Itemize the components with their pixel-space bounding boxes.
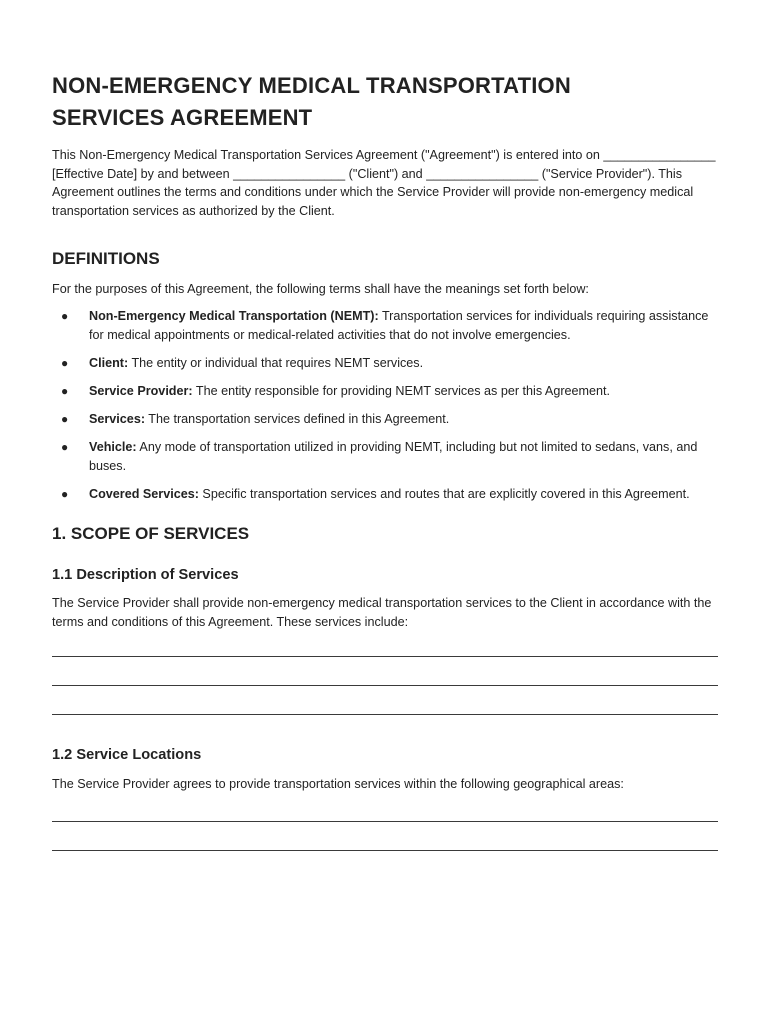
fill-in-line[interactable]	[52, 820, 718, 822]
fill-in-line[interactable]	[52, 684, 718, 686]
document-title	[52, 70, 718, 134]
bullet-icon: ●	[61, 439, 69, 454]
bullet-icon: ●	[61, 308, 69, 323]
section-1-1-heading: 1.1 Description of Services	[52, 567, 239, 584]
definition-text: The transportation services defined in this Agreement.	[145, 411, 450, 426]
definitions-heading: DEFINITIONS	[52, 249, 160, 269]
definition-term: Client:	[89, 355, 129, 370]
list-item	[52, 307, 718, 344]
list-item	[52, 382, 718, 401]
definition-term: Vehicle:	[89, 439, 137, 454]
definition-text: The entity or individual that requires NEMT services.	[128, 355, 424, 370]
definitions-lead: For the purposes of this Agreement, the following terms shall have the meanings set forth below:	[52, 282, 589, 297]
section-1-1-text: The Service Provider shall provide non-emergency medical transportation services to the Client in accordance with the terms and conditions of this Agreement. These services include:	[52, 596, 712, 629]
list-item	[52, 438, 718, 475]
bullet-icon: ●	[61, 355, 69, 370]
section-1-2-text: The Service Provider agrees to provide transportation services within the following geographical areas:	[52, 777, 624, 792]
definition-text: Specific transportation services and routes that are explicitly covered in this Agreement.	[198, 486, 690, 501]
fill-in-line[interactable]	[52, 655, 718, 657]
bullet-icon: ●	[61, 411, 69, 426]
title-line-1: NON-EMERGENCY MEDICAL TRANSPORTATION	[52, 73, 571, 98]
definitions-list	[52, 307, 718, 503]
definition-term: Services:	[89, 411, 146, 426]
definition-term: Covered Services:	[89, 486, 199, 501]
section-1-heading: 1. SCOPE OF SERVICES	[52, 524, 250, 544]
fill-in-line[interactable]	[52, 713, 718, 715]
section-1-2-heading: 1.2 Service Locations	[52, 747, 202, 764]
list-item	[52, 410, 718, 429]
definition-text: Any mode of transportation utilized in providing NEMT, including but not limited to sedans, vans, and buses.	[89, 439, 698, 473]
description-fill-lines	[52, 655, 718, 715]
bullet-icon: ●	[61, 486, 69, 501]
definition-text: The entity responsible for providing NEMT services as per this Agreement.	[192, 383, 611, 398]
title-line-2: SERVICES AGREEMENT	[52, 105, 313, 130]
fill-in-line[interactable]	[52, 849, 718, 851]
list-item	[52, 354, 718, 373]
list-item	[52, 485, 718, 504]
intro-paragraph: This Non-Emergency Medical Transportation Services Agreement ("Agreement") is entered into on ________________ [Effective Date] by and between ________________ ("Client") and ________________ ("Service Provider"). This Agreement outlines the terms and conditions under which the Service Provider will provide non-emergency medical transportation services as authorized by the Client.	[52, 148, 716, 218]
locations-fill-lines	[52, 820, 718, 851]
definition-term: Non-Emergency Medical Transportation (NEMT):	[89, 308, 379, 323]
bullet-icon: ●	[61, 383, 69, 398]
definition-text: Transportation services for individuals requiring assistance for medical appointments or medical-related activities that do not involve emergencies.	[89, 308, 709, 342]
definition-term: Service Provider:	[89, 383, 193, 398]
